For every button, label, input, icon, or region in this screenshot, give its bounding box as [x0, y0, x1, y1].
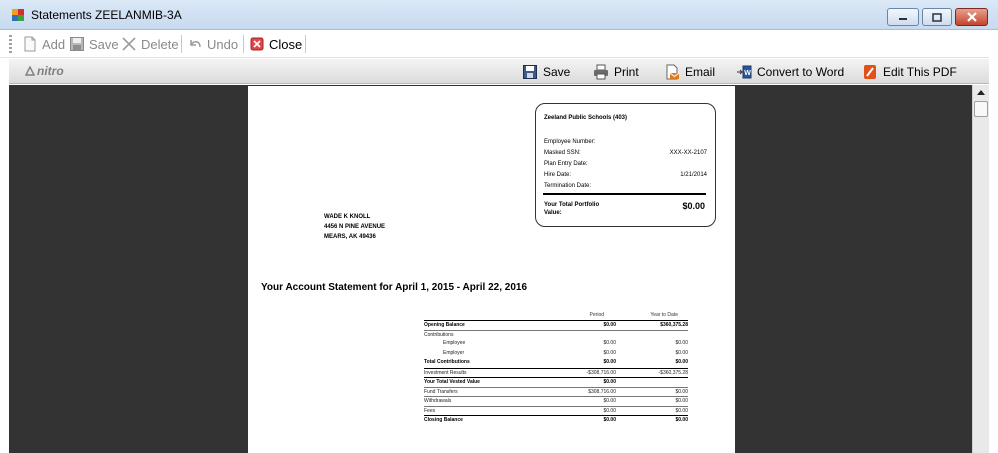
nitro-email-button[interactable] — [664, 63, 715, 81]
info-divider — [543, 193, 706, 195]
toolbar-grip[interactable] — [9, 35, 12, 53]
window-title: Statements ZEELANMIB-3A — [31, 8, 182, 22]
school-name: Zeeland Public Schools (403) — [544, 115, 628, 121]
add-button[interactable] — [22, 34, 65, 54]
app-icon — [12, 9, 24, 21]
printer-icon — [593, 64, 609, 80]
close-box-icon — [249, 36, 265, 52]
row-ytd: -$360,375.28 — [658, 369, 688, 376]
row-ytd: $0.00 — [675, 407, 688, 414]
row-period: -$308,716.00 — [586, 369, 616, 376]
row-period: $0.00 — [603, 379, 616, 385]
info-label: Employee Number: — [544, 139, 596, 145]
window-close-button[interactable] — [955, 8, 988, 26]
close-icon — [956, 9, 987, 25]
table-row — [424, 368, 688, 378]
row-label: Total Contributions — [424, 359, 470, 365]
email-icon — [664, 64, 680, 80]
delete-button[interactable] — [121, 34, 179, 54]
nitro-toolbar — [9, 59, 989, 84]
row-ytd: $0.00 — [675, 417, 688, 423]
row-label: Fund Transfers — [424, 388, 458, 395]
toolbar-separator — [243, 35, 244, 53]
row-period: $0.00 — [603, 407, 616, 414]
nitro-edit-pdf-button[interactable] — [862, 63, 957, 81]
address-city: MEARS, AK 49436 — [324, 234, 376, 240]
edit-pdf-icon — [862, 64, 878, 80]
table-row — [424, 339, 688, 349]
nitro-save-button[interactable] — [522, 63, 570, 81]
info-row-plan-entry-date — [544, 161, 707, 167]
nitro-save-label: Save — [543, 65, 571, 79]
row-period: $0.00 — [603, 359, 616, 365]
info-label: Plan Entry Date: — [544, 161, 588, 167]
close-label: Close — [269, 36, 303, 52]
info-row-hire-date — [544, 172, 707, 178]
column-header-ytd: Year to Date — [650, 312, 678, 318]
toolbar-separator — [305, 35, 306, 53]
window-frame-right — [989, 30, 998, 453]
close-button[interactable] — [249, 34, 302, 54]
table-row — [424, 377, 688, 387]
mailing-address — [324, 212, 385, 242]
row-label: Employer — [443, 349, 465, 356]
row-label: Your Total Vested Value — [424, 379, 480, 385]
info-row-termination-date — [544, 183, 707, 189]
table-row — [424, 330, 688, 340]
toolbar-separator — [181, 35, 182, 53]
row-ytd: $0.00 — [675, 349, 688, 356]
nitro-print-button[interactable] — [593, 63, 639, 81]
vertical-scrollbar[interactable] — [972, 85, 989, 453]
info-value: XXX-XX-2107 — [669, 150, 707, 156]
row-label: Investment Results — [424, 369, 467, 376]
nitro-convert-word-button[interactable] — [736, 63, 844, 81]
row-period: $0.00 — [603, 322, 616, 328]
address-street: 4456 N PINE AVENUE — [324, 224, 386, 230]
nitro-convert-word-label: Convert to Word — [757, 65, 845, 79]
row-label: Opening Balance — [424, 322, 465, 328]
nitro-logo-icon — [25, 66, 35, 76]
save-button[interactable] — [69, 34, 119, 54]
row-period: $0.00 — [603, 398, 616, 404]
row-period: $0.00 — [603, 340, 616, 346]
statement-table — [424, 311, 688, 425]
portfolio-total-value: $0.00 — [682, 201, 705, 211]
app-toolbar — [0, 30, 998, 58]
row-ytd: $0.00 — [675, 340, 688, 346]
floppy-disk-icon — [69, 36, 85, 52]
nitro-logo — [25, 64, 64, 78]
info-value: 1/21/2014 — [680, 172, 707, 178]
row-ytd: $0.00 — [675, 398, 688, 404]
table-row — [424, 320, 688, 330]
table-row — [424, 415, 688, 425]
scroll-up-button[interactable] — [973, 85, 989, 100]
row-label: Withdrawals — [424, 398, 452, 404]
info-label: Masked SSN: — [544, 150, 581, 156]
info-row-masked-ssn — [544, 150, 707, 156]
minimize-button[interactable] — [887, 8, 919, 26]
statement-title: Your Account Statement for April 1, 2015 - April 22, 2016 — [261, 282, 528, 293]
row-period: $308,716.00 — [588, 388, 616, 395]
row-period: $0.00 — [603, 417, 616, 423]
scroll-thumb[interactable] — [974, 101, 988, 117]
maximize-icon — [923, 9, 951, 25]
add-label: Add — [42, 36, 66, 52]
floppy-disk-icon — [522, 64, 538, 80]
address-name: WADE K KNOLL — [324, 214, 371, 220]
table-row — [424, 358, 688, 368]
table-row — [424, 387, 688, 397]
info-label: Hire Date: — [544, 172, 572, 178]
table-row — [424, 396, 688, 406]
table-header — [424, 311, 688, 320]
row-label: Contributions — [424, 331, 454, 338]
info-row-employee-number — [544, 139, 707, 145]
row-ytd: $360,375.28 — [660, 322, 688, 328]
delete-label: Delete — [141, 36, 179, 52]
nitro-print-label: Print — [614, 65, 639, 79]
maximize-button[interactable] — [922, 8, 952, 26]
table-row — [424, 406, 688, 416]
pdf-page — [248, 86, 735, 453]
row-ytd: $0.00 — [675, 388, 688, 395]
portfolio-total-label: Your Total Portfolio Value: — [544, 202, 600, 216]
row-period: $0.00 — [603, 349, 616, 356]
nitro-edit-pdf-label: Edit This PDF — [883, 65, 957, 79]
delete-x-icon — [121, 36, 137, 52]
window-title-bar — [0, 0, 998, 30]
nitro-email-label: Email — [685, 65, 716, 79]
row-ytd: $0.00 — [675, 359, 688, 365]
undo-icon — [187, 36, 203, 52]
row-label: Fees — [424, 407, 436, 414]
nitro-brand: nitro — [37, 64, 64, 78]
svg-text:W: W — [744, 70, 751, 77]
row-label: Closing Balance — [424, 417, 463, 423]
info-label: Termination Date: — [544, 183, 592, 189]
row-label: Employee — [443, 340, 466, 346]
minimize-icon — [888, 9, 918, 25]
word-icon — [736, 64, 752, 80]
column-header-period: Period — [589, 312, 604, 318]
undo-label: Undo — [207, 36, 239, 52]
scroll-up-arrow-icon — [977, 88, 985, 97]
add-page-icon — [22, 36, 38, 52]
undo-button[interactable] — [187, 34, 238, 54]
table-row — [424, 349, 688, 359]
save-label: Save — [89, 36, 119, 52]
window-frame-left — [0, 58, 9, 453]
employee-info-box — [535, 103, 716, 227]
